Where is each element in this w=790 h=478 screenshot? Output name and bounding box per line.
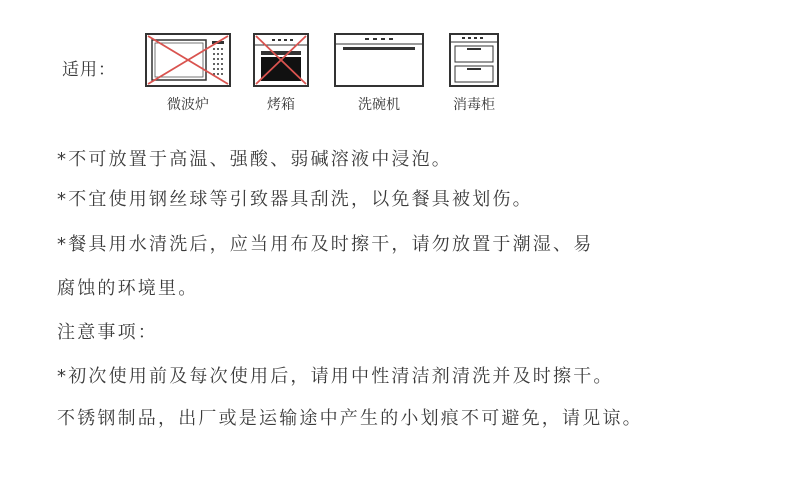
appliance-oven: [252, 32, 310, 112]
appliance-dishwasher: [333, 32, 425, 112]
oven-icon: [252, 32, 310, 88]
sterilizer-cabinet-icon: [448, 32, 500, 88]
appliance-label: 洗碗机: [358, 97, 400, 113]
appliance-microwave: [144, 32, 232, 112]
appliance-sterilizer: [448, 32, 500, 112]
caution-item: *餐具用水清洗后，应当用布及时擦干，请勿放置于潮湿、易: [57, 234, 594, 255]
caution-item: *不宜使用钢丝球等引致器具刮洗，以免餐具被划伤。: [57, 189, 533, 210]
appliance-label: 烤箱: [267, 97, 295, 113]
appliance-label: 消毒柜: [453, 97, 495, 113]
note-item: 不锈钢制品，出厂或是运输途中产生的小划痕不可避免，请见谅。: [57, 408, 643, 429]
notes-heading: 注意事项：: [57, 322, 158, 343]
applies-label: 适用：: [62, 60, 116, 80]
note-item: *初次使用前及每次使用后，请用中性清洁剂清洗并及时擦干。: [57, 366, 614, 387]
caution-item: *不可放置于高温、强酸、弱碱溶液中浸泡。: [57, 149, 452, 170]
caution-item: 腐蚀的环境里。: [57, 278, 199, 299]
dishwasher-icon: [333, 32, 425, 88]
appliance-label: 微波炉: [167, 97, 209, 113]
microwave-icon: [144, 32, 232, 88]
